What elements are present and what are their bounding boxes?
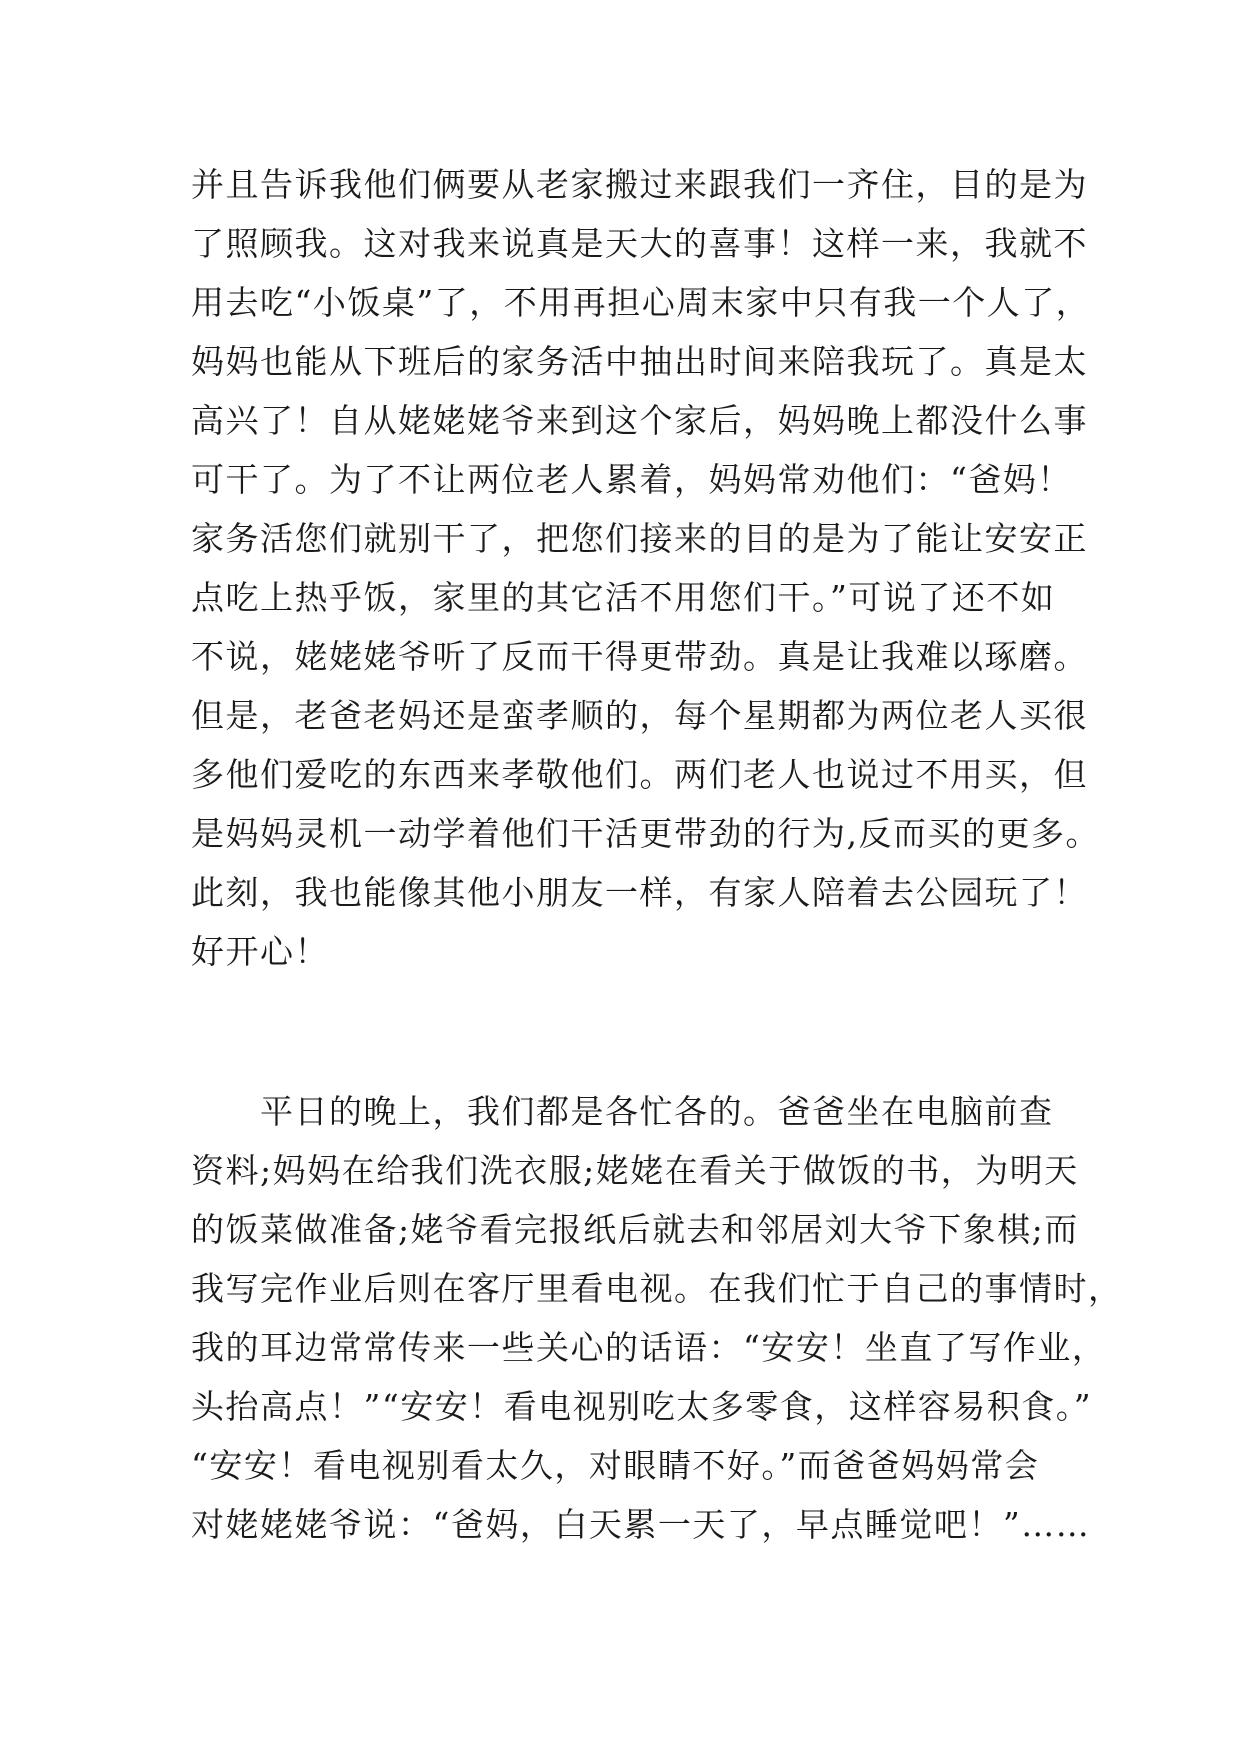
text-line: 用去吃“小饭桌”了，不用再担心周末家中只有我一个人了， — [191, 283, 1091, 322]
text-line: 我写完作业后则在客厅里看电视。在我们忙于自己的事情时， — [191, 1269, 1123, 1308]
paragraph-1 — [191, 155, 1100, 981]
text-line: 多他们爱吃的东西来孝敬他们。两们老人也说过不用买，但 — [191, 755, 1088, 794]
text-line: 的饭菜做准备;姥爷看完报纸后就去和邻居刘大爷下象棋;而 — [191, 1210, 1079, 1249]
text-line: 好开心！ — [191, 932, 329, 971]
text-line: 头抬高点！”“安安！看电视别吃太多零食，这样容易积食。” — [191, 1387, 1093, 1426]
text-line: 平日的晚上，我们都是各忙各的。爸爸坐在电脑前查 — [191, 1092, 1054, 1131]
text-line: 此刻，我也能像其他小朋友一样，有家人陪着去公园玩了！ — [191, 873, 1088, 912]
paragraph-2 — [191, 1082, 1123, 1554]
text-line: “安安！看电视别看太久，对眼睛不好。”而爸爸妈妈常会 — [191, 1446, 1040, 1485]
text-line: 我的耳边常常传来一些关心的话语：“安安！坐直了写作业， — [191, 1328, 1107, 1367]
text-line: 资料;妈妈在给我们洗衣服;姥姥在看关于做饭的书，为明天 — [191, 1151, 1079, 1190]
text-line: 妈妈也能从下班后的家务活中抽出时间来陪我玩了。真是太 — [191, 342, 1088, 381]
text-line: 对姥姥姥爷说：“爸妈，白天累一天了，早点睡觉吧！”…… — [191, 1505, 1091, 1544]
text-line: 家务活您们就别干了，把您们接来的目的是为了能让安安正 — [191, 519, 1088, 558]
text-line: 但是，老爸老妈还是蛮孝顺的，每个星期都为两位老人买很 — [191, 696, 1088, 735]
text-line: 可干了。为了不让两位老人累着，妈妈常劝他们：“爸妈！ — [191, 460, 1072, 499]
text-line: 了照顾我。这对我来说真是天大的喜事！这样一来，我就不 — [191, 224, 1088, 263]
text-line: 是妈妈灵机一动学着他们干活更带劲的行为,反而买的更多。 — [191, 814, 1100, 853]
text-line: 高兴了！自从姥姥姥爷来到这个家后，妈妈晚上都没什么事 — [191, 401, 1088, 440]
text-line: 点吃上热乎饭，家里的其它活不用您们干。”可说了还不如 — [191, 578, 1056, 617]
text-line: 并且告诉我他们俩要从老家搬过来跟我们一齐住，目的是为 — [191, 165, 1088, 204]
text-line: 不说，姥姥姥爷听了反而干得更带劲。真是让我难以琢磨。 — [191, 637, 1088, 676]
